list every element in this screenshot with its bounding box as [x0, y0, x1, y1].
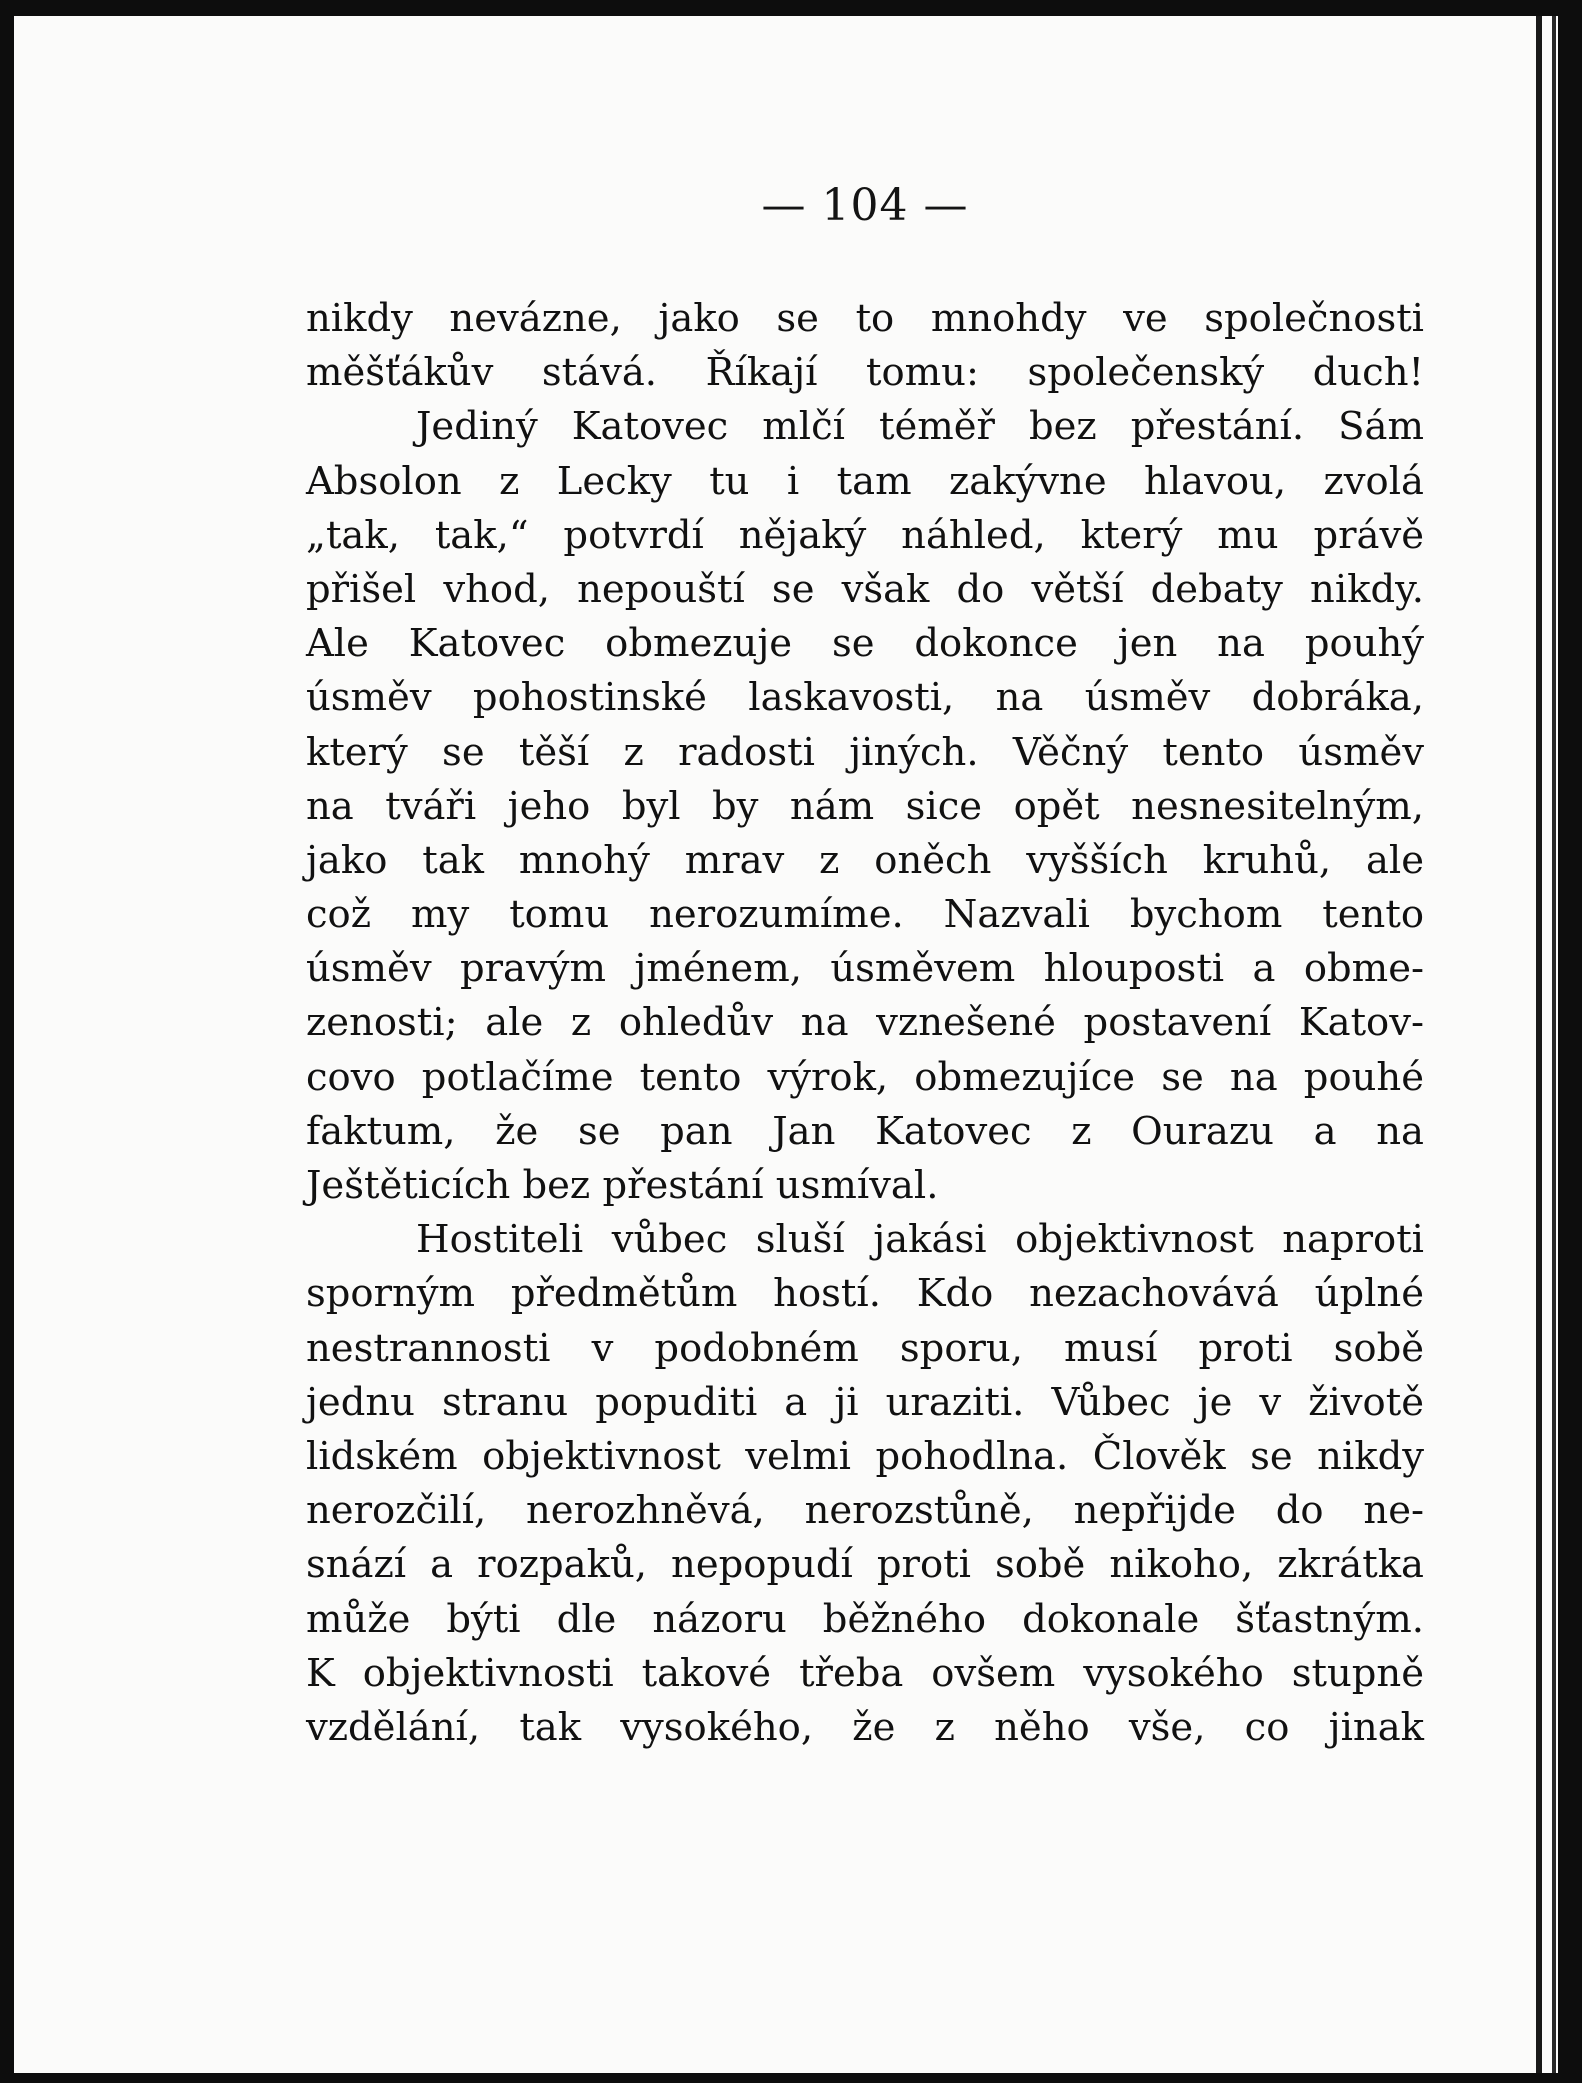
text-line: Ještěticích bez přestání usmíval.	[306, 1163, 939, 1208]
page-edge	[1536, 16, 1558, 2073]
text-line: vzdělání, tak vysokého, že z něho vše, co jinak	[306, 1704, 1424, 1750]
text-line: na tváři jeho byl by nám sice opět nesnesitelným,	[306, 783, 1424, 829]
page-edge-line	[1552, 16, 1556, 2073]
text-line: úsměv pohostinské laskavosti, na úsměv dobráka,	[306, 675, 1424, 721]
text-line: jako tak mnohý mrav z oněch vyšších kruhů, ale	[306, 837, 1424, 883]
text-line: faktum, že se pan Jan Katovec z Ourazu a na	[306, 1108, 1424, 1154]
text-line: přišel vhod, nepouští se však do větší debaty nikdy.	[306, 566, 1424, 612]
text-line: Absolon z Lecky tu i tam zakývne hlavou, zvolá	[306, 458, 1424, 504]
text-line: nestrannosti v podobném sporu, musí proti sobě	[306, 1325, 1424, 1371]
text-line: měšťákův stává. Říkají tomu: společenský duch!	[306, 350, 1424, 396]
text-line: „tak, tak,“ potvrdí nějaký náhled, který mu právě	[306, 512, 1424, 558]
text-line: lidském objektivnost velmi pohodlna. Člověk se nikdy	[306, 1433, 1424, 1479]
text-line: K objektivnosti takové třeba ovšem vysokého stupně	[306, 1650, 1424, 1696]
text-line: jednu stranu popuditi a ji uraziti. Vůbec je v životě	[306, 1379, 1424, 1425]
text-line: snází a rozpaků, nepopudí proti sobě nikoho, zkrátka	[306, 1542, 1424, 1588]
body-text	[306, 292, 1424, 1755]
text-line: covo potlačíme tento výrok, obmezujíce se na pouhé	[306, 1054, 1424, 1100]
text-line: Jediný Katovec mlčí téměř bez přestání. Sám	[416, 404, 1424, 450]
text-line: úsměv pravým jménem, úsměvem hlouposti a obme-	[306, 946, 1424, 992]
text-line: nikdy nevázne, jako se to mnohdy ve společnosti	[306, 296, 1424, 341]
text-line: nerozčilí, nerozhněvá, nerozstůně, nepřijde do ne-	[306, 1488, 1424, 1534]
text-line: který se těší z radosti jiných. Věčný tento úsměv	[306, 729, 1424, 775]
text-line: což my tomu nerozumíme. Nazvali bychom tento	[306, 892, 1424, 938]
text-line: zenosti; ale z ohledův na vznešené postavení Katov-	[306, 1000, 1424, 1046]
text-line: může býti dle názoru běžného dokonale šťastným.	[306, 1596, 1424, 1642]
text-line: sporným předmětům hostí. Kdo nezachovává úplné	[306, 1271, 1424, 1317]
text-line: Hostiteli vůbec sluší jakási objektivnost naproti	[416, 1217, 1424, 1263]
text-line: Ale Katovec obmezuje se dokonce jen na pouhý	[306, 621, 1424, 667]
page-number: — 104 —	[761, 180, 969, 231]
